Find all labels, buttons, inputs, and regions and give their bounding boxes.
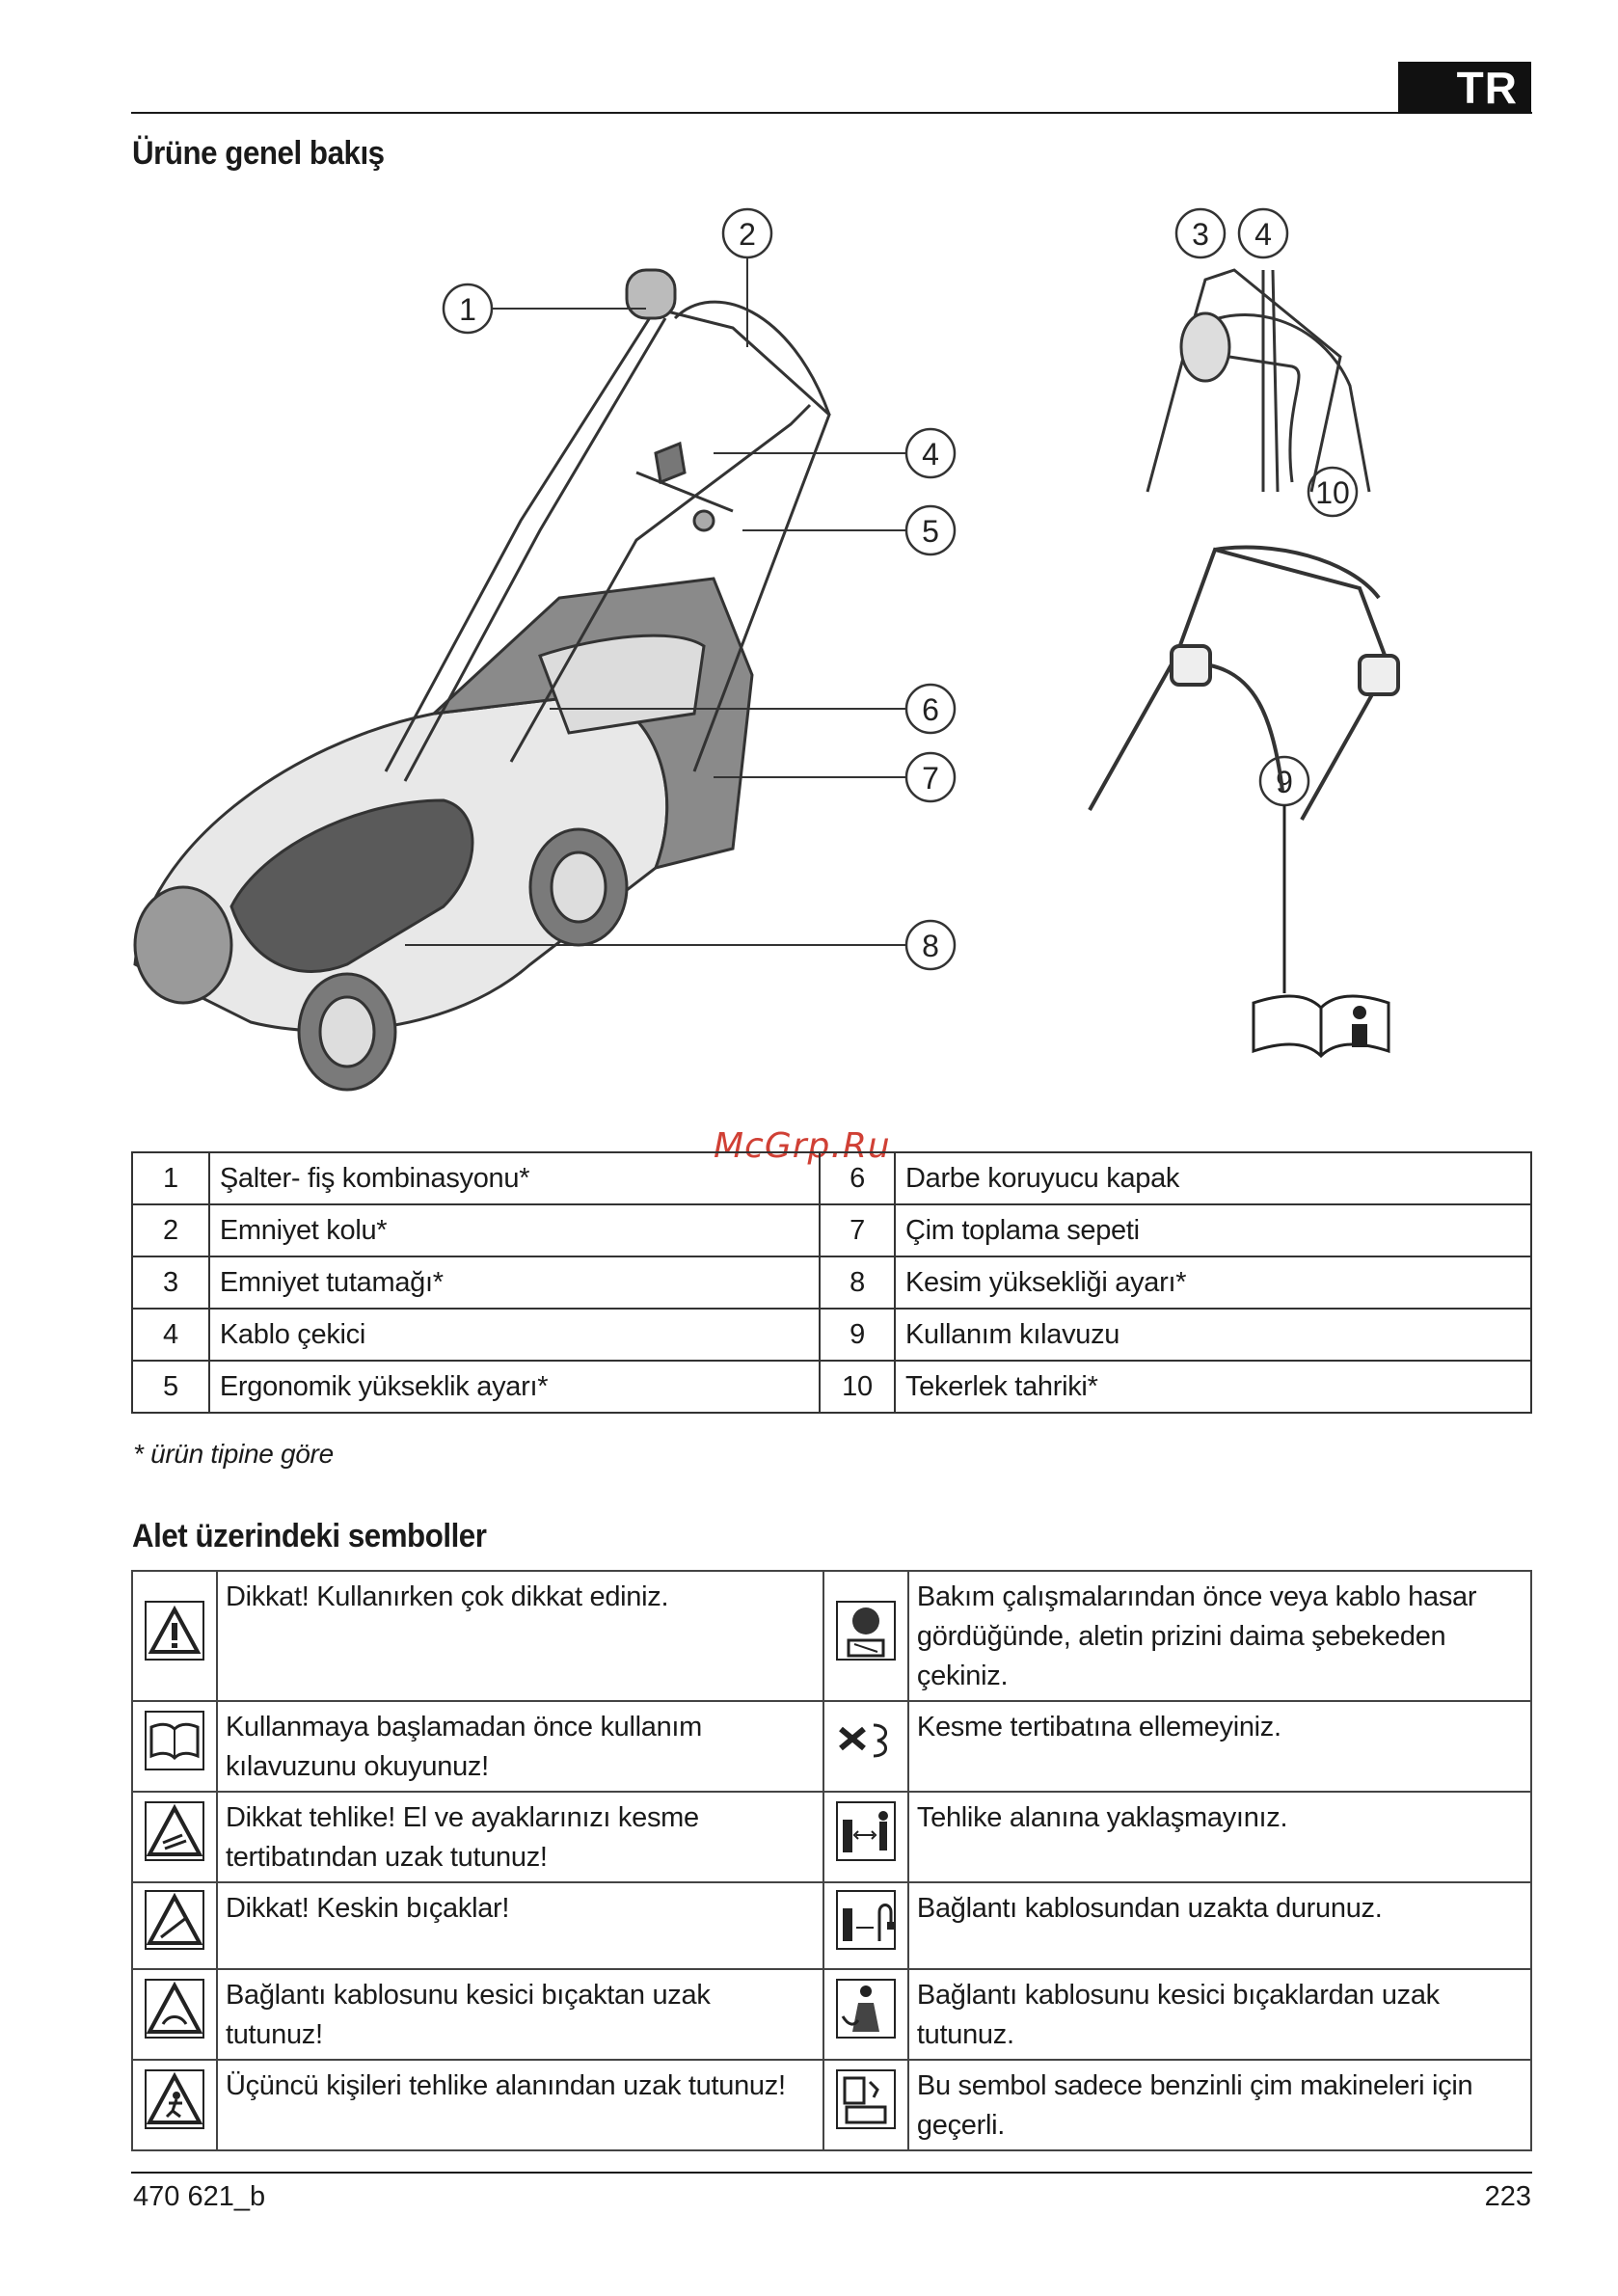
unplug-before-maintenance-icon (835, 1600, 897, 1661)
callout-4-detail: 4 (1254, 217, 1272, 252)
part-label: Şalter- fiş kombinasyonu* (209, 1152, 820, 1204)
language-tab: TR (1398, 62, 1531, 114)
third-persons-icon (144, 2068, 205, 2130)
table-row (132, 1701, 1531, 1792)
symbol-description: Dikkat! Kullanırken çok dikkat ediniz. (217, 1571, 823, 1701)
hands-feet-danger-icon (144, 1800, 205, 1862)
symbols-title: Alet üzerindeki semboller (132, 1518, 487, 1554)
symbol-description: Tehlike alanına yaklaşmayınız. (908, 1792, 1531, 1882)
part-label: Emniyet tutamağı* (209, 1256, 820, 1309)
part-label: Kesim yüksekliği ayarı* (895, 1256, 1531, 1309)
callout-7: 7 (922, 761, 939, 796)
callout-3: 3 (1192, 217, 1209, 252)
symbol-description: Üçüncü kişileri tehlike alanından uzak tutunuz! (217, 2060, 823, 2150)
callout-9: 9 (1276, 765, 1293, 799)
warning-triangle-icon (144, 1600, 205, 1661)
keep-distance-icon (835, 1800, 897, 1862)
symbol-description: Bakım çalışmalarından önce veya kablo hasar gördüğünde, aletin prizini daima şebekeden çekiniz. (908, 1571, 1531, 1701)
table-row (132, 1152, 1531, 1204)
sharp-blades-icon (144, 1889, 205, 1951)
callout-4: 4 (922, 437, 939, 472)
read-manual-icon (144, 1710, 205, 1771)
table-row (132, 2060, 1531, 2150)
part-number: 5 (132, 1361, 209, 1413)
page-number: 223 (1484, 2181, 1531, 2212)
part-number: 3 (132, 1256, 209, 1309)
table-row (132, 1792, 1531, 1882)
callout-10: 10 (1315, 475, 1350, 510)
symbol-description: Bağlantı kablosunu kesici bıçaklardan uzak tutunuz. (908, 1969, 1531, 2060)
table-row (132, 1361, 1531, 1413)
part-label: Kablo çekici (209, 1309, 820, 1361)
symbol-description: Dikkat tehlike! El ve ayaklarınızı kesme tertibatından uzak tutunuz! (217, 1792, 823, 1882)
no-touch-blade-icon (835, 1710, 897, 1771)
parts-table (131, 1151, 1532, 1414)
watermark: McGrp.Ru (714, 1126, 891, 1166)
petrol-only-icon (835, 2068, 897, 2130)
table-row (132, 1256, 1531, 1309)
part-label: Tekerlek tahriki* (895, 1361, 1531, 1413)
top-rule (131, 112, 1532, 114)
part-label: Çim toplama sepeti (895, 1204, 1531, 1256)
bottom-rule (131, 2172, 1532, 2174)
part-number: 10 (820, 1361, 895, 1413)
cable-distance-icon (835, 1889, 897, 1951)
document-code: 470 621_b (133, 2181, 266, 2212)
table-row (132, 1969, 1531, 2060)
product-illustration (116, 174, 1504, 1109)
part-number: 9 (820, 1309, 895, 1361)
part-label: Darbe koruyucu kapak (895, 1152, 1531, 1204)
part-number: 2 (132, 1204, 209, 1256)
part-label: Kullanım kılavuzu (895, 1309, 1531, 1361)
symbols-table (131, 1570, 1532, 2151)
part-label: Ergonomik yükseklik ayarı* (209, 1361, 820, 1413)
part-number: 4 (132, 1309, 209, 1361)
symbol-description: Dikkat! Keskin bıçaklar! (217, 1882, 823, 1969)
table-row (132, 1882, 1531, 1969)
symbol-description: Bağlantı kablosundan uzakta durunuz. (908, 1882, 1531, 1969)
symbol-description: Bu sembol sadece benzinli çim makineleri için geçerli. (908, 2060, 1531, 2150)
callout-1: 1 (459, 292, 476, 327)
part-number: 8 (820, 1256, 895, 1309)
callout-6: 6 (922, 692, 939, 727)
footnote: * ürün tipine göre (133, 1439, 334, 1469)
callout-5: 5 (922, 514, 939, 549)
symbol-description: Kullanmaya başlamadan önce kullanım kılavuzunu okuyunuz! (217, 1701, 823, 1792)
part-number: 7 (820, 1204, 895, 1256)
cable-blades-keep-away-icon (835, 1978, 897, 2039)
table-row (132, 1204, 1531, 1256)
symbol-description: Kesme tertibatına ellemeyiniz. (908, 1701, 1531, 1792)
cable-blade-warning-icon (144, 1978, 205, 2039)
part-number: 6 (820, 1152, 895, 1204)
callout-8: 8 (922, 929, 939, 963)
symbol-description: Bağlantı kablosunu kesici bıçaktan uzak tutunuz! (217, 1969, 823, 2060)
part-number: 1 (132, 1152, 209, 1204)
table-row (132, 1309, 1531, 1361)
overview-title: Ürüne genel bakış (132, 135, 385, 172)
table-row (132, 1571, 1531, 1701)
callout-2: 2 (739, 217, 756, 252)
part-label: Emniyet kolu* (209, 1204, 820, 1256)
